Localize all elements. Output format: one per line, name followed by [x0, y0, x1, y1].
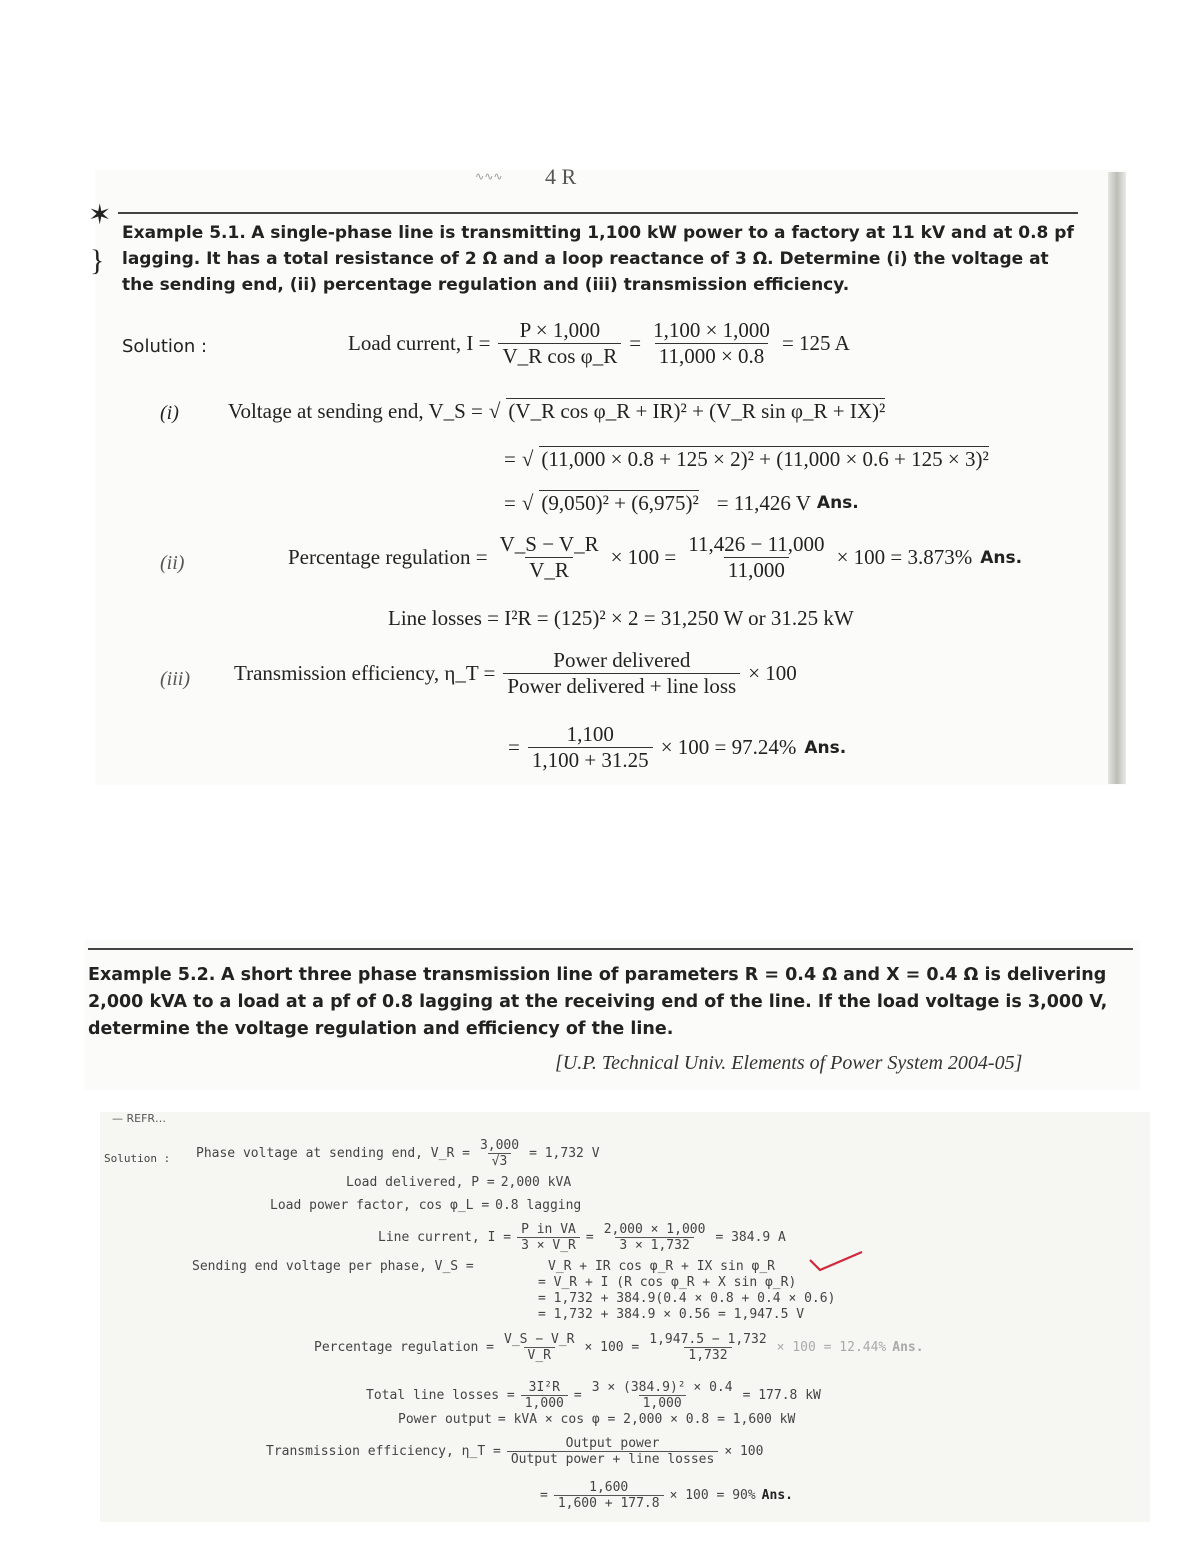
ex1-reg-frac1	[496, 532, 603, 583]
top-smudge: ∿∿∿	[475, 171, 503, 183]
ex2-pv-result: = 1,732 V	[529, 1146, 600, 1161]
ex1-eff-frac2	[528, 722, 653, 773]
ex1-lc-result: = 125 A	[781, 331, 850, 355]
ex2-te-tail: × 100	[724, 1444, 764, 1459]
ex2-te-frac1	[507, 1436, 719, 1467]
ex2-lc-row: Line current, I = $\frac{\text{P in VA}}{3 \times V\_R}$ = $\frac{2,000 \times 1,000}{3 \times 1,732}$ = 384.9 A	[378, 1222, 786, 1253]
frac-num: 1,100	[566, 722, 614, 746]
frac-den: √3	[488, 1153, 512, 1169]
page-edge-1	[1108, 172, 1126, 784]
ex1-vs-line3: (9,050)² + (6,975)²	[541, 491, 699, 515]
ex1-vs-label: Voltage at sending end, V_S =	[228, 398, 483, 423]
ex2-lpf-label: Load power factor, cos φ_L =	[270, 1198, 490, 1213]
ex1-line-losses: Line losses = I²R = (125)² × 2 = 31,250 W or 31.25 kW	[388, 606, 854, 630]
ex2-ld-label: Load delivered, P =	[346, 1175, 495, 1190]
frac-num: Power delivered	[553, 648, 691, 672]
frac-num: 1,600	[589, 1480, 629, 1495]
ex1-ans-1: Ans.	[816, 493, 859, 513]
frac-num: 1,100 × 1,000	[653, 318, 770, 342]
ex2-top-rule	[88, 948, 1133, 950]
ex2-citation: [U.P. Technical Univ. Elements of Power System 2004-05]	[555, 1052, 1023, 1074]
ex1-problem-text: A single-phase line is transmitting 1,100 kW power to a factory at 11 kV and at 0.8 pf lagging. It has a total resistance of 2 Ω and a loop reactance of 3 Ω. Determine (i) the voltage at the sending end, (ii) percentage regulation and (iii) transmission efficiency.	[122, 223, 1074, 295]
frac-den: 3 × 1,732	[615, 1237, 693, 1253]
ex2-sv-line-3: = 1,732 + 384.9 × 0.56 = 1,947.5 V	[538, 1307, 805, 1322]
ex2-te-result: × 100 = 90%	[669, 1488, 756, 1503]
ex2-lpf-val: 0.8 lagging	[495, 1198, 582, 1213]
ex1-heading: Example 5.1.	[122, 223, 246, 243]
frac-num: Output power	[565, 1436, 660, 1451]
frac-num: V_S − V_R	[504, 1332, 575, 1347]
frac-den: 3 × V_R	[517, 1237, 580, 1253]
frac-den: 1,000	[639, 1395, 686, 1411]
ex1-reg-frac2	[684, 532, 828, 583]
ex1-problem	[122, 220, 1082, 298]
ex1-eff-label: Transmission efficiency, η_T =	[234, 661, 496, 685]
ex1-vs-line1: (V_R cos φ_R + IR)² + (V_R sin φ_R + IX)²	[508, 399, 886, 423]
ex2-reg-result: × 100 = 12.44%	[776, 1340, 887, 1355]
frac-den: 11,000	[724, 557, 789, 583]
ex2-pv-label: Phase voltage at sending end, V_R =	[196, 1146, 470, 1161]
frac-den: V_R	[525, 557, 573, 583]
ex1-reg-label: Percentage regulation =	[288, 545, 488, 569]
frac-den: V_R	[524, 1347, 555, 1363]
ex2-pv-frac	[476, 1138, 523, 1169]
ex1-vs-row3: = √ (9,050)² + (6,975)² = 11,426 V Ans.	[504, 490, 859, 515]
ex1-lc-frac2	[649, 318, 774, 369]
ex2-tl-frac1	[521, 1380, 568, 1411]
ex1-eff-frac1	[503, 648, 740, 699]
frac-den: V_R cos φ_R	[498, 343, 621, 369]
ex1-part-i: (i)	[160, 402, 179, 424]
page-mark: 4 R	[545, 164, 577, 189]
ex2-ans-2: Ans.	[761, 1488, 793, 1503]
ex2-pv-row	[196, 1138, 600, 1169]
ex2-te-row2: = $\frac{1,600}{1,600 + 177.8}$ × 100 = 90% Ans.	[540, 1480, 793, 1511]
ex2-heading: Example 5.2.	[88, 965, 216, 985]
ex2-po-label: Power output	[398, 1412, 492, 1427]
ex1-eff-row2: = $\frac{1,100}{1,100 + 31.25}$ × 100 = 97.24% Ans.	[508, 722, 847, 772]
ex2-reg-row: Percentage regulation = $\frac{V\_S - V\_R}{V\_R}$ × 100 = $\frac{1,947.5 - 1,732}{1,732}$ × 100 = 12.44% Ans.	[314, 1332, 924, 1363]
frac-den: 1,732	[684, 1347, 731, 1363]
ex1-reg-result: × 100 = 3.873%	[836, 545, 973, 569]
ex1-lc-frac1	[498, 318, 621, 369]
frac-num: P in VA	[521, 1222, 576, 1237]
ex2-te-row	[266, 1436, 763, 1467]
ex1-vs-result: = 11,426 V	[716, 490, 811, 515]
ex2-lc-result: = 384.9 A	[715, 1230, 786, 1245]
frac-den: Output power + line losses	[507, 1451, 719, 1467]
ex2-tl-result: = 177.8 kW	[742, 1388, 821, 1403]
ex1-vs-row1: Voltage at sending end, V_S = √ (V_R cos φ_R + IR)² + (V_R sin φ_R + IX)²	[228, 398, 886, 423]
ex2-po-val: = kVA × cos φ = 2,000 × 0.8 = 1,600 kW	[497, 1412, 796, 1427]
ex2-reg-frac1	[500, 1332, 578, 1363]
frac-num: V_S − V_R	[499, 532, 599, 556]
ex2-te-label: Transmission efficiency, η_T =	[266, 1444, 501, 1459]
ex2-ld-val: 2,000 kVA	[500, 1175, 572, 1190]
ex2-ans-1: Ans.	[892, 1340, 924, 1355]
ex2-sv-line-1: = V_R + I (R cos φ_R + X sin φ_R)	[538, 1275, 797, 1290]
ex2-sv-line-0: V_R + IR cos φ_R + IX sin φ_R	[548, 1259, 775, 1274]
frac-den: 1,600 + 177.8	[554, 1495, 664, 1511]
ex2-lpf-row	[270, 1198, 581, 1213]
ex1-part-iii: (iii)	[160, 668, 190, 690]
frac-num: P × 1,000	[519, 318, 601, 342]
pen-mark-star: ✶	[88, 200, 112, 231]
ex2-tl-frac2	[588, 1380, 737, 1411]
ex2-reg-frac2	[645, 1332, 770, 1363]
ex1-vs-line2: (11,000 × 0.8 + 125 × 2)² + (11,000 × 0.6 + 125 × 3)²	[541, 447, 989, 471]
ex2-problem	[88, 962, 1138, 1043]
ex1-vs-row2: = √ (11,000 × 0.8 + 125 × 2)² + (11,000 × 0.6 + 125 × 3)²	[504, 446, 989, 471]
frac-den: 11,000 × 0.8	[655, 343, 769, 369]
ex2-reg-label: Percentage regulation =	[314, 1340, 495, 1355]
ex1-eff-row: Transmission efficiency, η_T = $\frac{\text{Power delivered}}{\text{Power delivered + line loss}}$ × 100	[234, 648, 797, 698]
ex2-sv-line-2: = 1,732 + 384.9(0.4 × 0.8 + 0.4 × 0.6)	[538, 1291, 836, 1306]
ex2-te-frac2	[554, 1480, 664, 1511]
frac-num: 2,000 × 1,000	[603, 1222, 706, 1237]
ex2-lc-frac2	[600, 1222, 710, 1253]
scan-3-header-fragment: — REFR…	[112, 1112, 167, 1125]
ex1-part-ii: (ii)	[160, 552, 185, 574]
ex1-reg-row: Percentage regulation = $\frac{V\_S - V\_R}{V\_R}$ × 100 = $\frac{11,426 - 11,000}{11,000}$ × 100 = 3.873% Ans.	[288, 532, 1023, 582]
ex1-ans-2: Ans.	[980, 547, 1023, 568]
ex2-solution-label: Solution :	[104, 1152, 171, 1165]
frac-den: 1,000	[521, 1395, 568, 1411]
red-check-mark	[808, 1248, 864, 1274]
ex2-tl-row: Total line losses = $\frac{\text{3I²R}}{1,000}$ = $\frac{\text{3 × (384.9)² × 0.4}}{1,000}$ = 177.8 kW	[366, 1380, 821, 1411]
frac-den: 1,100 + 31.25	[528, 747, 653, 773]
frac-num: 3,000	[479, 1138, 520, 1153]
frac-num: 1,947.5 − 1,732	[649, 1332, 767, 1347]
frac-num: 11,426 − 11,000	[688, 532, 825, 556]
ex1-top-rule	[118, 212, 1078, 214]
ex2-sv-label: Sending end voltage per phase, V_S =	[192, 1259, 474, 1274]
ex1-ans-3: Ans.	[804, 737, 847, 758]
ex2-po-row	[398, 1412, 795, 1427]
pen-mark-brace: }	[90, 244, 105, 277]
ex1-solution-label: Solution :	[122, 336, 208, 357]
frac-den: Power delivered + line loss	[503, 673, 740, 699]
ex1-load-current: Load current, I = $\frac{P \times 1,000}{\text{V\_R cos φ\_R}}$ = $\frac{1,100 \times 1,000}{11,000 \times 0.8}$ = 125 A	[348, 318, 850, 368]
frac-num: 3I²R	[528, 1380, 560, 1395]
frac-num: 3 × (384.9)² × 0.4	[591, 1380, 733, 1395]
ex2-lc-label: Line current, I =	[378, 1230, 512, 1245]
ex2-lc-frac1	[517, 1222, 580, 1253]
ex1-eff-result: × 100 = 97.24%	[660, 735, 797, 759]
ex2-problem-text: A short three phase transmission line of parameters R = 0.4 Ω and X = 0.4 Ω is delivering 2,000 kVA to a load at a pf of 0.8 lagging at the receiving end of the line. If the load voltage is 3,000 V, determine the voltage regulation and efficiency of the line.	[88, 965, 1108, 1039]
ex1-load-current-label: Load current, I =	[348, 331, 491, 355]
ex2-ld-row	[346, 1175, 571, 1190]
ex2-tl-label: Total line losses =	[366, 1388, 515, 1403]
